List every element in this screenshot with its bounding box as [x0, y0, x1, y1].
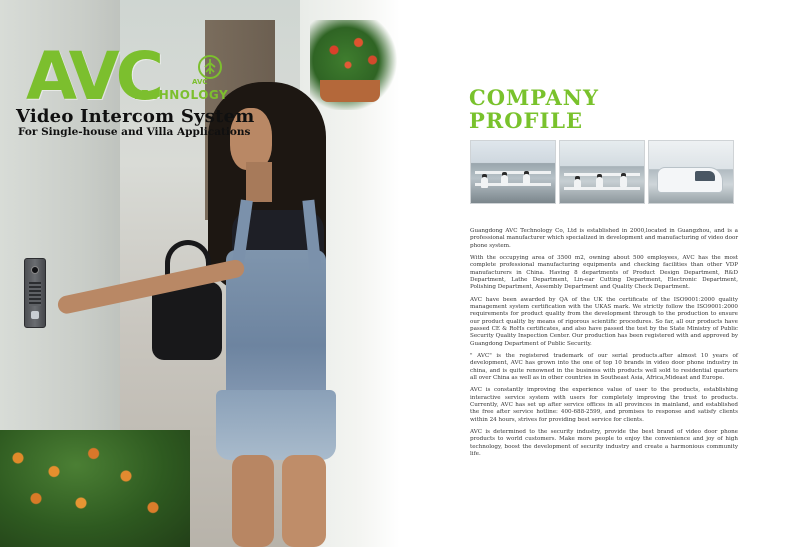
- factory-photo-assembly: [470, 140, 556, 204]
- woman-leg-left: [232, 455, 274, 547]
- intercom-speaker-grill: [29, 282, 41, 306]
- logo-wordmark: AVC: [26, 38, 161, 115]
- leaf-emblem-icon: [197, 54, 223, 80]
- logo-subtitle: TECHNOLOGY: [132, 88, 229, 102]
- woman-neck: [246, 162, 272, 202]
- plant-flowers: [320, 30, 390, 80]
- flower-pot: [320, 80, 380, 102]
- factory-photo-vehicles: [648, 140, 734, 204]
- garden-flowers: [0, 440, 180, 530]
- woman-leg-right: [282, 455, 326, 547]
- cover-subtitle: For Single-house and Villa Applications: [18, 126, 251, 138]
- heading-line-2: PROFILE: [469, 108, 584, 133]
- intercom-camera-icon: [31, 266, 39, 274]
- company-profile-text: [470, 228, 738, 463]
- profile-paragraph: Guangdong AVC Technology Co, Ltd is established in 2000,located in Guangzhou, and is a professional manufacturer which specialized in development and manufacturing of video door phone system.: [470, 228, 738, 249]
- profile-paragraph: AVC is constantly improving the experience value of user to the products, establishing interactive service system with users for completely improving the trust to products. Currently, AVC has set up after service offices in all provinces in mainland, and established the free after service hotline: 400-688-2599, and promises to response and satisfy clients within 24 hours, strives for providing best service for clients.: [470, 387, 738, 423]
- heading-line-1: COMPANY: [469, 85, 599, 110]
- cover-title: Video Intercom System: [16, 106, 255, 127]
- denim-shorts: [216, 390, 336, 460]
- profile-paragraph: AVC is determined to the security industry, provide the best brand of video door phone products to world customers. Make more people to enjoy the convenience and joy of high technology, boost the development of security industry and create a harmonious community life.: [470, 429, 738, 457]
- profile-paragraph: AVC have been awarded by QA of the UK the certificate of the ISO9001:2000 quality management system certification with the UKAS mark. We strictly follow the ISO9001:2000 requirements for product quality from the development through to the production to ensure our product quality by means of rigorous scientific procedures. So far, all our products have passed CE & RoHs certificates, and also have passed the test by the State Ministry of Public Security Quality Inspection Center. Our production has been registered with and approved by Guangdong Department of Public Security.: [470, 296, 738, 347]
- profile-paragraph: With the occupying area of 3500 m2, owning about 500 employees, AVC has the most complete professional manufacturing equipments and checking facilities than other VDP manufacturers in China. Having 8 departments of Product Design Department, R&D Department, Lathe Department, Lin-ear Cutting Department, Electronic Department, Polishing Department, Assembly Department and Quality Check Department.: [470, 255, 738, 291]
- logo-mark-label: AVC: [192, 78, 208, 86]
- factory-photo-production-line: [559, 140, 645, 204]
- avc-logo: [14, 24, 229, 115]
- handbag: [152, 282, 222, 360]
- profile-paragraph: " AVC" is the registered trademark of our serial products.after almost 10 years of development, AVC has grown into the one of top 10 brands in video door phone industry in china, and is quite renowned in the business with products well sold to residential quarters all over China as well as in other countries in Southeast Asia, Africa,Mideast and Europe.: [470, 353, 738, 381]
- company-profile-heading: [469, 86, 599, 132]
- intercom-call-button: [31, 311, 39, 319]
